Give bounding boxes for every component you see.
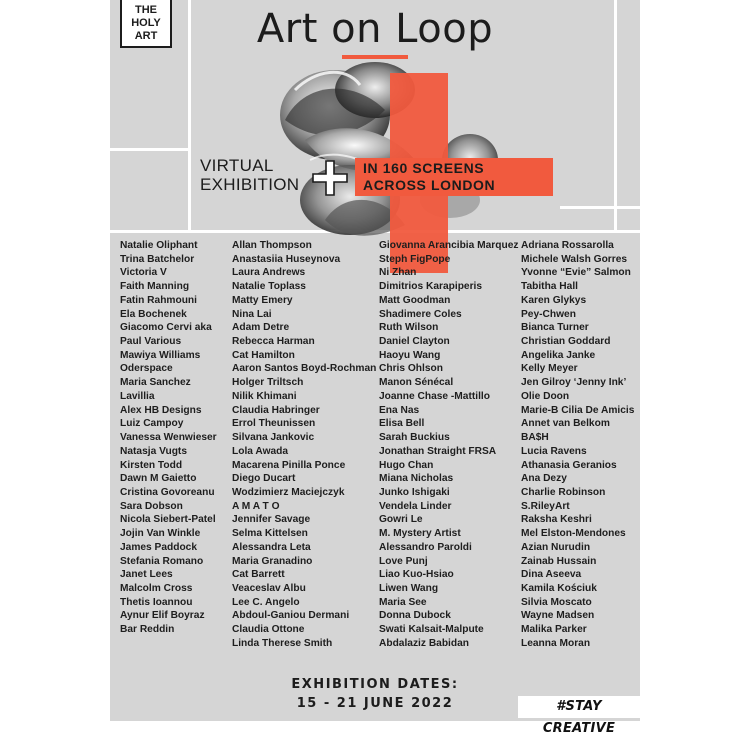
- artist-name: Dina Aseeva: [521, 569, 582, 581]
- artist-name: Paul Various: [120, 336, 182, 348]
- artist-name: Marie-B Cilia De Amicis: [521, 404, 635, 416]
- exhibition-poster: [110, 0, 640, 736]
- artist-name: Kirsten Todd: [120, 459, 183, 471]
- artist-name: Tabitha Hall: [521, 281, 578, 293]
- artist-name: Nicola Siebert-Patel: [120, 514, 216, 526]
- artist-name: Chris Ohlson: [379, 363, 443, 375]
- artist-name: Ena Nas: [379, 404, 420, 416]
- artist-name: Vendela Linder: [379, 500, 452, 512]
- artist-column-1: [120, 239, 217, 637]
- artist-name: Joanne Chase -Mattillo: [379, 390, 490, 402]
- artist-name: Zainab Hussain: [521, 555, 597, 567]
- logo-line: HOLY: [131, 16, 161, 29]
- artist-name: Steph FigPope: [379, 253, 451, 265]
- stay-creative-hashtag: #STAY CREATIVE: [518, 696, 640, 718]
- artist-name: Azian Nurudin: [521, 541, 591, 553]
- artist-name: Swati Kalsait-Malpute: [379, 624, 484, 636]
- artist-name: Bianca Turner: [521, 322, 589, 334]
- artist-name: Ela Bochenek: [120, 308, 187, 320]
- artist-name: Natalie Toplass: [232, 281, 306, 293]
- artist-name: Alessandra Leta: [232, 541, 311, 553]
- artist-name: Mel Elston-Mendones: [521, 528, 626, 540]
- artist-name: Wayne Madsen: [521, 610, 595, 622]
- artist-name: Matt Goodman: [379, 294, 451, 306]
- artist-name: Jen Gilroy ‘Jenny Ink’: [521, 377, 627, 389]
- artist-name: Oderspace: [120, 363, 173, 375]
- artist-name: Lola Awada: [232, 445, 289, 457]
- artist-name: Pey-Chwen: [521, 308, 576, 320]
- artist-name: Maria Sanchez: [120, 377, 191, 389]
- artist-name: Karen Glykys: [521, 294, 587, 306]
- artist-name: Shadimere Coles: [379, 308, 462, 320]
- artist-name: Cat Barrett: [232, 569, 285, 581]
- artist-name: Faith Manning: [120, 281, 190, 293]
- artist-name: BA$H: [521, 432, 549, 444]
- artist-name: Michele Walsh Gorres: [521, 253, 628, 265]
- artist-name: Natasja Vugts: [120, 445, 187, 457]
- title-highlight: on: [331, 6, 382, 52]
- artist-name: Selma Kittelsen: [232, 528, 308, 540]
- artist-name: Ruth Wilson: [379, 322, 439, 334]
- artist-name: James Paddock: [120, 541, 198, 553]
- artist-name: Lavillia: [120, 390, 155, 402]
- artist-name: Janet Lees: [120, 569, 173, 581]
- artist-name: Natalie Oliphant: [120, 240, 198, 251]
- artist-name: Liwen Wang: [379, 582, 439, 594]
- artist-name: Laura Andrews: [232, 267, 306, 279]
- artist-name: Vanessa Wenwieser: [120, 432, 217, 444]
- artist-name: Elisa Bell: [379, 418, 425, 430]
- screens-line: ACROSS LONDON: [363, 177, 496, 193]
- artist-name: Charlie Robinson: [521, 486, 606, 498]
- artist-name: Leanna Moran: [521, 637, 591, 649]
- artist-name: Macarena Pinilla Ponce: [232, 459, 346, 471]
- artist-name: Rebecca Harman: [232, 336, 315, 348]
- artist-name: Donna Dubock: [379, 610, 451, 622]
- artist-name: Errol Theunissen: [232, 418, 316, 430]
- exhibition-dates-label: EXHIBITION DATES:: [291, 677, 459, 692]
- artist-name: Adam Detre: [232, 322, 290, 334]
- artist-name: Cristina Govoreanu: [120, 486, 215, 498]
- artist-name: Raksha Keshri: [521, 514, 592, 526]
- artist-name: Trina Batchelor: [120, 253, 195, 265]
- artist-name: Aynur Elif Boyraz: [120, 610, 205, 622]
- artist-name: Victoria V: [120, 267, 167, 279]
- artist-name: Hugo Chan: [379, 459, 434, 471]
- page-title: [110, 3, 640, 52]
- artist-name: Lucia Ravens: [521, 445, 587, 457]
- artist-name: Daniel Clayton: [379, 336, 450, 348]
- artist-name: Stefania Romano: [120, 555, 204, 567]
- logo-line: ART: [134, 29, 158, 42]
- artist-name: Angelika Janke: [521, 349, 596, 361]
- title-prefix: Art: [256, 6, 332, 52]
- exhibition-dates-value: 15 - 21 JUNE 2022: [296, 696, 454, 711]
- artist-name: Silvana Jankovic: [232, 432, 315, 444]
- artist-name: Veaceslav Albu: [232, 582, 306, 594]
- artist-name: Nilik Khimani: [232, 390, 297, 402]
- virtual-line: VIRTUAL: [200, 156, 274, 175]
- artist-name: Adriana Rossarolla: [521, 240, 614, 251]
- artist-name: Alex HB Designs: [120, 404, 202, 416]
- artist-name: Diego Ducart: [232, 473, 296, 485]
- artist-name: Maria See: [379, 596, 427, 608]
- artist-name: Malcolm Cross: [120, 582, 193, 594]
- artist-name: Abdalaziz Babidan: [379, 637, 470, 649]
- artist-name: Manon Sénécal: [379, 377, 454, 389]
- artist-name: Jojin Van Winkle: [120, 528, 201, 540]
- artist-name: Haoyu Wang: [379, 349, 441, 361]
- artist-name: Fatin Rahmouni: [120, 294, 197, 306]
- artist-name: Kelly Meyer: [521, 363, 578, 375]
- artist-name: Lee C. Angelo: [232, 596, 300, 608]
- artist-name: Gowri Le: [379, 514, 423, 526]
- plus-icon: [311, 159, 349, 197]
- grid-line: [560, 206, 640, 209]
- artist-name: Sara Dobson: [120, 500, 183, 512]
- artist-name: A M A T O: [232, 500, 280, 512]
- artist-name: Thetis Ioannou: [120, 596, 193, 608]
- artist-name: Dimitrios Karapiperis: [379, 281, 483, 293]
- artist-name: Jennifer Savage: [232, 514, 311, 526]
- artist-name: Jonathan Straight FRSA: [379, 445, 497, 457]
- artist-name: Kamila Kościuk: [521, 582, 597, 594]
- artist-name: Giacomo Cervi aka: [120, 322, 212, 334]
- artist-name: Matty Emery: [232, 294, 293, 306]
- title-suffix: Loop: [381, 6, 494, 52]
- artist-name: Luiz Campoy: [120, 418, 184, 430]
- artist-name: Christian Goddard: [521, 336, 611, 348]
- artist-name: Wodzimierz Maciejczyk: [232, 486, 345, 498]
- artist-column-2: [232, 239, 376, 651]
- artist-name: Liao Kuo-Hsiao: [379, 569, 454, 581]
- artist-column-3: [379, 239, 518, 651]
- artist-name: Holger Triltsch: [232, 377, 304, 389]
- artist-name: Aaron Santos Boyd-Rochman: [232, 363, 377, 375]
- artist-name: Linda Therese Smith: [232, 637, 333, 649]
- artist-name: Bar Reddin: [120, 624, 175, 636]
- artist-name: Claudia Habringer: [232, 404, 320, 416]
- artist-name: Olie Doon: [521, 390, 570, 402]
- abstract-sculpture-image: [265, 50, 505, 250]
- artist-name: Annet van Belkom: [521, 418, 610, 430]
- artist-name: Cat Hamilton: [232, 349, 295, 361]
- artist-name: S.RileyArt: [521, 500, 570, 512]
- artist-name: Silvia Moscato: [521, 596, 592, 608]
- artist-name: Dawn M Gaietto: [120, 473, 197, 485]
- artist-name: Malika Parker: [521, 624, 587, 636]
- artist-name: Maria Granadino: [232, 555, 313, 567]
- artist-name: Claudia Ottone: [232, 624, 305, 636]
- virtual-exhibition-label: [200, 156, 299, 194]
- virtual-line: EXHIBITION: [200, 175, 300, 194]
- artist-name: Yvonne “Evie” Salmon: [521, 267, 631, 279]
- artist-name: Sarah Buckius: [379, 432, 450, 444]
- artist-name: Nina Lai: [232, 308, 272, 320]
- artist-name: Mawiya Williams: [120, 349, 201, 361]
- artist-name: Alessandro Paroldi: [379, 541, 472, 553]
- logo-line: THE: [135, 3, 157, 16]
- artist-name: Ni Zhan: [379, 267, 417, 279]
- grid-line: [110, 148, 191, 151]
- screens-label: [363, 160, 495, 194]
- artist-name: Junko Ishigaki: [379, 486, 450, 498]
- artist-name: Abdoul-Ganiou Dermani: [232, 610, 350, 622]
- artist-name: Miana Nicholas: [379, 473, 454, 485]
- artist-name: Ana Dezy: [521, 473, 567, 485]
- artist-column-4: [521, 239, 634, 651]
- artist-name: Love Punj: [379, 555, 428, 567]
- screens-line: IN 160 SCREENS: [363, 160, 485, 176]
- artist-name: Allan Thompson: [232, 240, 312, 251]
- artist-name: M. Mystery Artist: [379, 528, 461, 540]
- artist-name: Giovanna Arancibia Marquez: [379, 240, 519, 251]
- artist-name: Athanasia Geranios: [521, 459, 617, 471]
- artist-name: Anastasiia Huseynova: [232, 253, 341, 265]
